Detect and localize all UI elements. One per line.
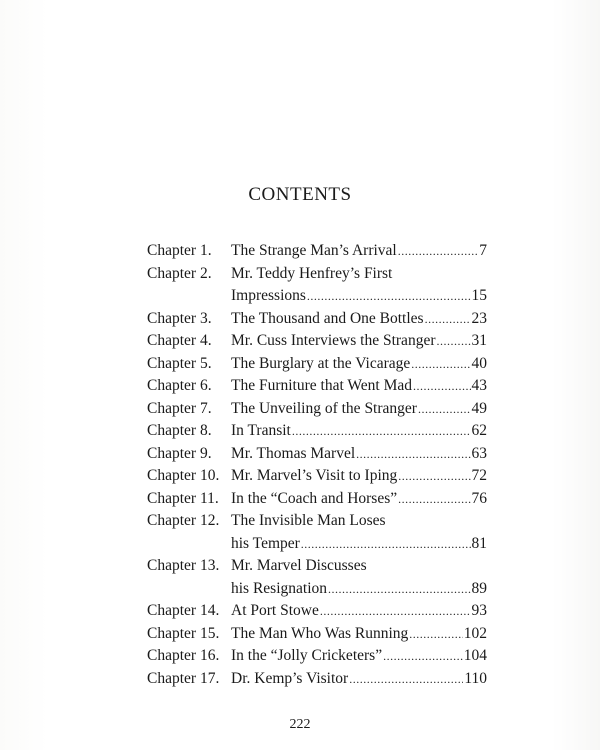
toc-line [147,375,487,398]
chapter-title: The Invisible Man Loses [231,512,386,529]
chapter-page-number: 15 [471,287,487,304]
toc-entry [147,623,487,646]
chapter-page-number: 110 [464,669,487,687]
chapter-label: Chapter 9. [147,444,212,462]
toc-line [147,420,487,443]
toc-line [147,465,487,488]
chapter-title-continued: Impressions [231,287,306,304]
toc-entry [147,510,487,555]
chapter-title: Mr. Thomas Marvel [231,444,356,462]
dot-leader [398,465,470,488]
dot-leader [383,645,463,668]
toc-line [147,668,487,691]
chapter-title: The Furniture that Went Mad [231,377,412,394]
chapter-label: Chapter 2. [147,264,212,282]
toc-line [147,645,487,668]
chapter-page-number: 63 [471,444,487,462]
chapter-title: In the “Coach and Horses” [231,489,398,507]
chapter-page-number: 72 [471,467,487,484]
chapter-page-number: 23 [471,309,487,327]
chapter-label: Chapter 4. [147,332,212,349]
toc-entry [147,330,487,353]
chapter-label: Chapter 17. [147,669,220,687]
toc-entry [147,443,487,466]
dot-leader [398,240,479,263]
chapter-label: Chapter 12. [147,512,220,529]
toc-entry [147,398,487,421]
chapter-page-number: 102 [463,624,487,642]
toc-line [147,555,487,578]
chapter-label: Chapter 13. [147,557,220,574]
chapter-page-number: 89 [471,579,487,597]
chapter-page-number: 76 [471,489,487,507]
toc-line [147,353,487,376]
toc-line [147,398,487,421]
chapter-title: Mr. Teddy Henfrey’s First [231,264,393,282]
toc-line [147,623,487,646]
chapter-title: Mr. Marvel’s Visit to Iping [231,467,398,484]
dot-leader [398,488,470,511]
toc-entry [147,600,487,623]
chapter-label: Chapter 14. [147,602,220,619]
contents-heading: CONTENTS [248,184,352,205]
dot-leader [292,420,471,443]
chapter-label: Chapter 3. [147,309,212,327]
chapter-page-number: 7 [479,242,487,259]
dot-leader [436,330,470,353]
chapter-title: Mr. Marvel Discusses [231,557,367,574]
toc-line-continued [147,578,487,601]
dot-leader [413,375,471,398]
toc-entry [147,420,487,443]
dot-leader [356,443,470,466]
chapter-label: Chapter 1. [147,242,212,259]
toc-line [147,443,487,466]
chapter-title: In Transit [231,422,291,439]
chapter-page-number: 43 [471,377,487,394]
dot-leader [349,668,463,691]
toc-line [147,330,487,353]
toc-entry [147,465,487,488]
toc-line [147,600,487,623]
chapter-title: The Burglary at the Vicarage [231,354,411,372]
dot-leader [307,285,471,308]
dot-leader [411,353,470,376]
toc-entry [147,263,487,308]
toc-entry [147,488,487,511]
chapter-title: The Man Who Was Running [231,624,409,642]
toc-entry [147,353,487,376]
chapter-title: The Unveiling of the Stranger [231,399,417,417]
page-number: 222 [289,717,311,732]
chapter-page-number: 31 [471,332,487,349]
toc-line-continued [147,285,487,308]
toc-line [147,488,487,511]
chapter-title: At Port Stowe [231,602,319,619]
chapter-page-number: 49 [471,399,487,417]
dot-leader [409,623,462,646]
toc-entry [147,668,487,691]
toc-entry [147,375,487,398]
dot-leader [418,398,471,421]
dot-leader [425,308,471,331]
toc-line [147,510,487,533]
chapter-page-number: 40 [471,354,487,372]
chapter-label: Chapter 11. [147,489,219,507]
toc-line [147,263,487,286]
chapter-title: Mr. Cuss Interviews the Stranger [231,332,436,349]
dot-leader [328,578,470,601]
chapter-page-number: 93 [471,602,487,619]
toc-line [147,240,487,263]
chapter-page-number: 81 [471,534,487,552]
toc-line-continued [147,533,487,556]
chapter-title: In the “Jolly Cricketers” [231,647,383,664]
chapter-title-continued: his Resignation [231,579,328,597]
toc-line [147,308,487,331]
toc-entry [147,555,487,600]
chapter-page-number: 104 [463,647,487,664]
chapter-label: Chapter 15. [147,624,220,642]
chapter-label: Chapter 16. [147,647,220,664]
chapter-label: Chapter 6. [147,377,212,394]
toc-entry [147,645,487,668]
chapter-label: Chapter 8. [147,422,212,439]
chapter-title: Dr. Kemp’s Visitor [231,669,349,687]
chapter-title-continued: his Temper [231,534,300,552]
dot-leader [320,600,471,623]
dot-leader [301,533,471,556]
chapter-title: The Strange Man’s Arrival [231,242,397,259]
chapter-label: Chapter 10. [147,467,220,484]
chapter-page-number: 62 [471,422,487,439]
toc-entry [147,308,487,331]
chapter-label: Chapter 5. [147,354,212,372]
chapter-title: The Thousand and One Bottles [231,309,424,327]
chapter-label: Chapter 7. [147,399,212,417]
toc-entry [147,240,487,263]
table-of-contents [147,240,487,690]
